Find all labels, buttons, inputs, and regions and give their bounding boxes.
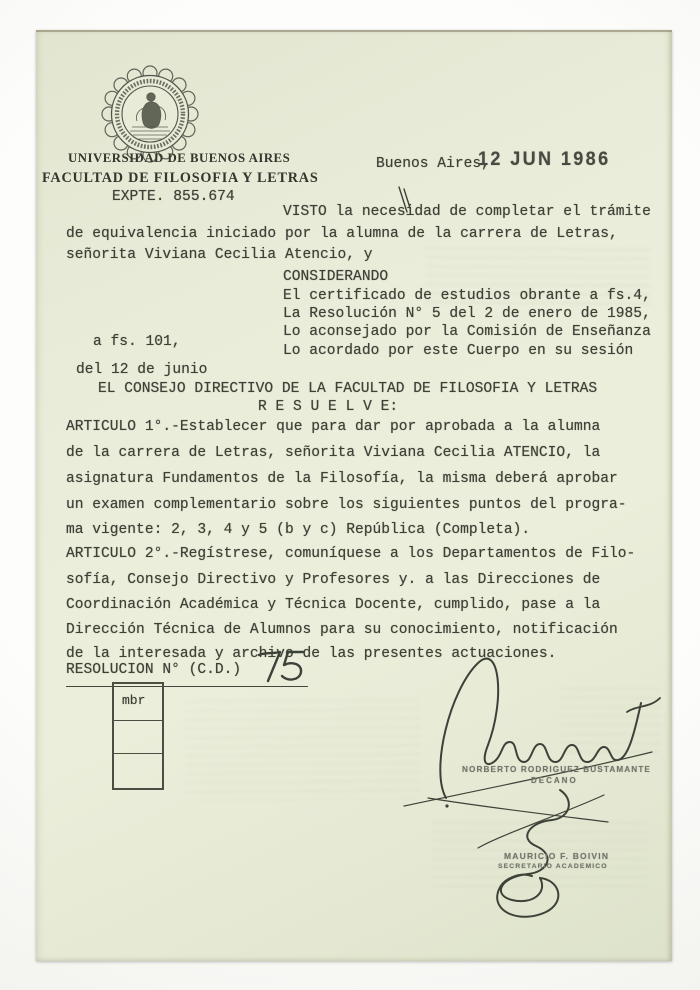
body-line: de la interesada y archivo de las presentes actuaciones. [66, 646, 557, 662]
secretary-name-stamp: MAURICIO F. BOIVIN [504, 851, 610, 861]
letterhead-university: UNIVERSIDAD DE BUENOS AIRES [68, 151, 291, 165]
dean-title-stamp: DECANO [531, 776, 578, 785]
body-line: Dirección Técnica de Alumnos para su conocimiento, notificación [66, 622, 618, 638]
body-line: Lo aconsejado por la Comisión de Enseñanza [283, 324, 651, 340]
body-line: a fs. 101, [93, 334, 181, 350]
empty-cell [114, 721, 162, 754]
initials-box [112, 682, 164, 790]
body-line: ma vigente: 2, 3, 4 y 5 (b y c) República (Completa). [66, 522, 531, 538]
date-stamp: 12 JUN 1986 [478, 149, 611, 170]
body-line: VISTO la necesidad de completar el trámite [283, 204, 651, 220]
body-line: R E S U E L V E: [258, 399, 399, 415]
body-line: señorita Viviana Cecilia Atencio, y [66, 247, 373, 263]
body-line: Lo acordado por este Cuerpo en su sesión [283, 343, 634, 359]
secretary-title-stamp: SECRETARIO ACADEMICO [498, 863, 608, 870]
letterhead-faculty: FACULTAD DE FILOSOFIA Y LETRAS [42, 170, 319, 186]
body-line: un examen complementario sobre los siguientes puntos del progra- [66, 497, 627, 513]
body-line: asignatura Fundamentos de la Filosofía, la misma deberá aprobar [66, 471, 618, 487]
body-line: sofía, Consejo Directivo y Profesores y. a las Direcciones de [66, 572, 601, 588]
empty-cell [114, 754, 162, 786]
body-line: La Resolución N° 5 del 2 de enero de 1985, [283, 306, 651, 322]
body-line: Coordinación Académica y Técnica Docente, cumplido, pase a la [66, 597, 601, 613]
expediente-number: EXPTE. 855.674 [112, 189, 235, 205]
body-line: de la carrera de Letras, señorita Viviana Cecilia ATENCIO, la [66, 445, 601, 461]
body-line: EL CONSEJO DIRECTIVO DE LA FACULTAD DE FILOSOFIA Y LETRAS [98, 381, 598, 397]
resolution-label: RESOLUCION N° (C.D.) [66, 662, 242, 678]
body-line: de equivalencia iniciado por la alumna de la carrera de Letras, [66, 226, 618, 242]
body-line: El certificado de estudios obrante a fs.4, [283, 288, 651, 304]
city-line: Buenos Aires, [376, 156, 490, 172]
body-line: ARTICULO 2°.-Regístrese, comuníquese a los Departamentos de Filo- [66, 546, 636, 562]
clerk-initials: mbr [122, 693, 146, 708]
initials-cell [114, 684, 162, 721]
body-line: del 12 de junio [76, 362, 208, 378]
handwritten-resolution-number [256, 648, 308, 686]
body-line: CONSIDERANDO [283, 269, 389, 285]
dean-name-stamp: NORBERTO RODRIGUEZ BUSTAMANTE [462, 765, 651, 774]
signature-strokes [380, 640, 680, 930]
body-line: ARTICULO 1°.-Establecer que para dar por aprobada a la alumna [66, 419, 601, 435]
